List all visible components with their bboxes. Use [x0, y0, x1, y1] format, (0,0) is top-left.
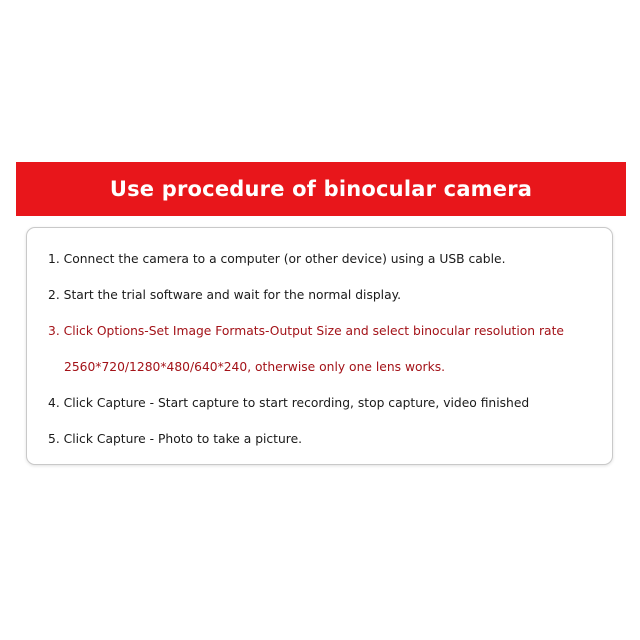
title-banner: [16, 162, 626, 216]
step-3: 3. Click Options-Set Image Formats-Output Size and select binocular resolution rate: [48, 324, 564, 338]
step-4: 4. Click Capture - Start capture to start recording, stop capture, video finished: [48, 396, 530, 410]
step-3-continuation: 2560*720/1280*480/640*240, otherwise only one lens works.: [64, 360, 446, 374]
step-2: 2. Start the trial software and wait for the normal display.: [48, 288, 402, 302]
banner-title: Use procedure of binocular camera: [109, 177, 533, 201]
step-5: 5. Click Capture - Photo to take a picture.: [48, 432, 303, 446]
instructions-panel: [26, 227, 613, 465]
step-1: 1. Connect the camera to a computer (or other device) using a USB cable.: [48, 252, 506, 266]
